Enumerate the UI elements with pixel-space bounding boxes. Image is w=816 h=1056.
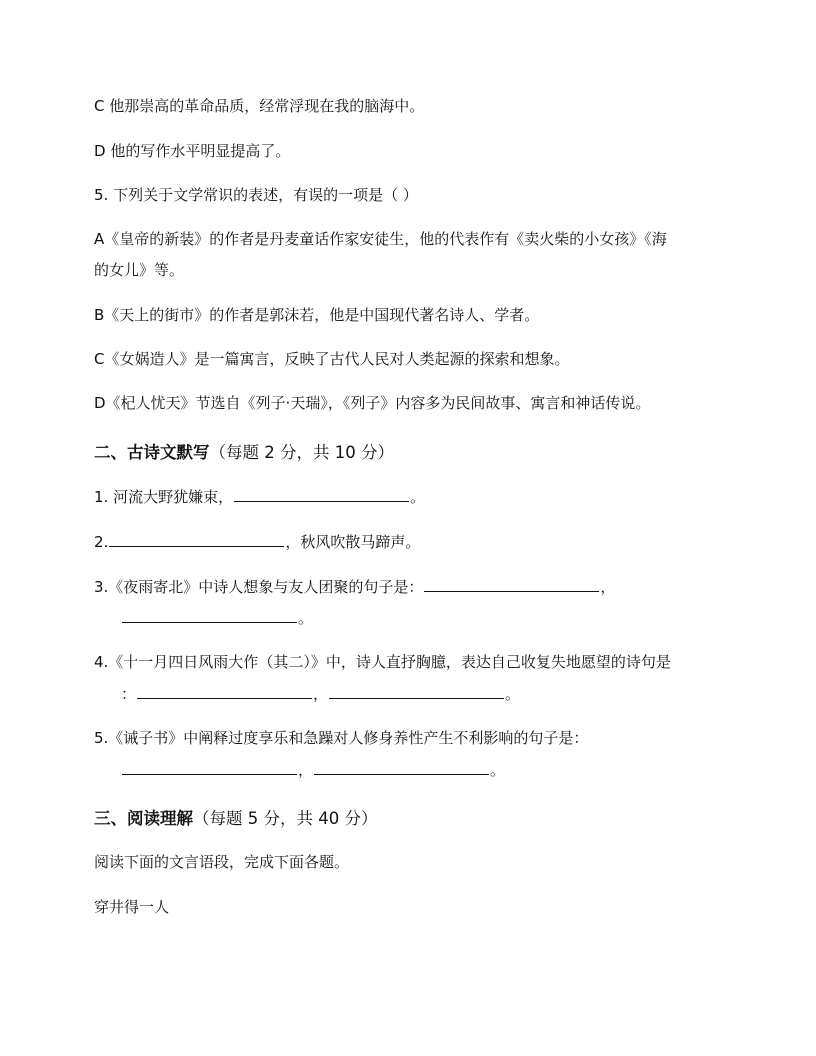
- poem-q4-blank-2[interactable]: [329, 683, 504, 699]
- section3-heading: [94, 805, 377, 829]
- poem-q4-cont: [121, 683, 520, 705]
- poem-q4-end: 。: [505, 685, 521, 703]
- poem-q5-cont: [121, 759, 505, 781]
- q5-stem: 5. 下列关于文学常识的表述，有误的一项是（ ）: [94, 186, 418, 204]
- poem-q3-blank-2[interactable]: [122, 607, 297, 623]
- q4-option-d: D 他的写作水平明显提高了。: [94, 142, 291, 160]
- q5-option-a-line1: A《皇帝的新装》的作者是丹麦童话作家安徒生，他的代表作有《卖火柴的小女孩》《海: [94, 230, 667, 248]
- section3-title: 三、阅读理解: [94, 809, 193, 828]
- poem-q5-blank-1[interactable]: [122, 759, 297, 775]
- poem-q4: [94, 651, 671, 673]
- section2-scoring: （每题 2 分，共 10 分）: [209, 443, 394, 462]
- passage-title: 穿井得一人: [94, 898, 170, 916]
- q5-option-d: D《杞人忧天》节选自《列子·天瑞》，《列子》内容多为民间故事、寓言和神话传说。: [94, 394, 651, 412]
- poem-q2-number: 2.: [94, 533, 109, 551]
- q5-option-a-line2: 的女儿》等。: [94, 261, 185, 279]
- poem-q5-text: 5.《诫子书》中阐释过度享乐和急躁对人修身养性产生不利影响的句子是：: [94, 729, 589, 747]
- reading-instruction: 阅读下面的文言语段，完成下面各题。: [94, 853, 350, 871]
- poem-q3-cont: [121, 607, 313, 629]
- q5-option-c: C《女娲造人》是一篇寓言，反映了古代人民对人类起源的探索和想象。: [94, 350, 570, 368]
- section3-scoring: （每题 5 分，共 40 分）: [193, 809, 378, 828]
- poem-q5-comma: ，: [298, 761, 314, 779]
- poem-q2-blank[interactable]: [109, 531, 284, 547]
- poem-q3-blank-1[interactable]: [424, 576, 599, 592]
- q4-option-c: C 他那崇高的革命品质，经常浮现在我的脑海中。: [94, 97, 425, 115]
- poem-q5-end: 。: [490, 761, 506, 779]
- poem-q3-end: 。: [298, 609, 314, 627]
- poem-q3: [94, 576, 615, 598]
- poem-q4-blank-1[interactable]: [137, 683, 312, 699]
- q5-option-b: B《天上的街市》的作者是郭沫若，他是中国现代著名诗人、学者。: [94, 306, 540, 324]
- section2-title: 二、古诗文默写: [94, 443, 210, 462]
- poem-q1-end: 。: [410, 488, 426, 506]
- poem-q5: [94, 727, 588, 749]
- poem-q5-blank-2[interactable]: [314, 759, 489, 775]
- poem-q4-colon: ：: [121, 685, 137, 703]
- poem-q2: [94, 531, 420, 553]
- poem-q2-text: ，秋风吹散马蹄声。: [285, 533, 421, 551]
- poem-q3-comma: ，: [600, 578, 616, 596]
- poem-q1-text: 1. 河流大野犹嫌束，: [94, 488, 234, 506]
- poem-q1-blank[interactable]: [234, 486, 409, 502]
- section2-heading: [94, 439, 394, 463]
- poem-q1: [94, 486, 425, 508]
- poem-q4-text: 4.《十一月四日风雨大作（其二）》中，诗人直抒胸臆，表达自己收复失地愿望的诗句是: [94, 653, 671, 671]
- poem-q3-text: 3.《夜雨寄北》中诗人想象与友人团聚的句子是：: [94, 578, 424, 596]
- poem-q4-comma: ，: [313, 685, 329, 703]
